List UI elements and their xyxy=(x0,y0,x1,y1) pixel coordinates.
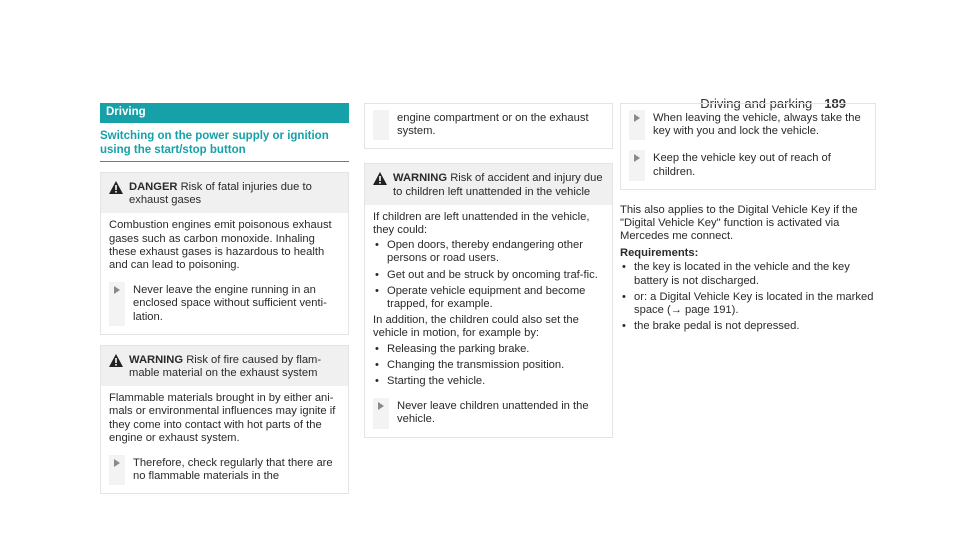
requirements-list xyxy=(620,261,876,333)
warning-box-header xyxy=(365,164,612,204)
tip xyxy=(109,455,340,485)
bullet-list xyxy=(373,239,604,311)
list-item: • or: a Digital Vehicle Key is located in the marked space (→ page 191). xyxy=(634,291,876,317)
tip xyxy=(373,110,604,140)
column-right xyxy=(620,103,876,336)
warning-heading: Risk of fire caused by flam-mable material on the exhaust system xyxy=(129,353,322,380)
tips-box xyxy=(620,103,876,190)
warning-triangle-icon xyxy=(109,354,123,367)
tip-text: Never leave the engine running in an enclosed space without sufficient venti-lation. xyxy=(133,284,327,323)
continued-box xyxy=(364,103,613,149)
tips-box-body xyxy=(621,104,875,189)
requirements-label: Requirements: xyxy=(620,247,699,260)
danger-text: Combustion engines emit poisonous exhaust gases such as carbon monoxide. Inhaling these exhaust gases is hazardous to health and can lead to poisoning. xyxy=(109,219,332,272)
tip-text: Therefore, check regularly that there are no flammable materials in the xyxy=(133,457,333,483)
danger-keyword: DANGER xyxy=(129,181,178,193)
danger-heading: Risk of fatal injuries due to exhaust gases xyxy=(129,181,312,207)
warning-box-header xyxy=(101,346,348,386)
list-item: • the key is located in the vehicle and the key battery is not discharged. xyxy=(634,261,876,287)
warning-box-body xyxy=(365,205,612,437)
tip-marker xyxy=(109,282,125,326)
warning-triangle-icon xyxy=(109,181,123,194)
list-item: • the brake pedal is not depressed. xyxy=(634,320,876,333)
danger-box xyxy=(100,172,349,335)
list-item: • Releasing the parking brake. xyxy=(387,343,604,356)
warning-intro-2: In addition, the children could also set the vehicle in motion, for example by: xyxy=(373,314,579,340)
arrow-right-icon xyxy=(634,154,640,162)
tip-marker xyxy=(373,398,389,428)
warning-triangle-icon xyxy=(373,172,387,185)
warning-text: Flammable materials brought in by either ani-mals or environmental influences may ignite if they come into contact with hot parts of the engine or exhaust system. xyxy=(109,392,336,444)
warning-keyword: WARNING xyxy=(393,172,448,185)
subsection-title: Switching on the power supply or ignition using the start/stop button xyxy=(100,129,349,162)
warning-box xyxy=(100,345,349,495)
warning-heading: Risk of accident and injury due to children left unattended in the vehicle xyxy=(393,172,603,198)
tip-marker xyxy=(373,110,389,140)
danger-box-header xyxy=(101,173,348,213)
body-text: This also applies to the Digital Vehicle Key if the "Digital Vehicle Key" function is activated via Mercedes me connect. xyxy=(620,203,858,243)
tip xyxy=(629,150,867,180)
tip-text: When leaving the vehicle, always take the key with you and lock the vehicle. xyxy=(653,112,861,138)
list-item: • Starting the vehicle. xyxy=(387,375,604,388)
continued-box-body xyxy=(365,104,612,148)
warning-box xyxy=(364,163,613,437)
list-item: • Get out and be struck by oncoming traf-fic. xyxy=(387,269,604,282)
tip xyxy=(629,110,867,140)
arrow-right-icon xyxy=(114,459,120,467)
tip-text: Keep the vehicle key out of reach of children. xyxy=(653,152,831,178)
warning-box-body xyxy=(101,386,348,493)
arrow-right-icon xyxy=(378,402,384,410)
arrow-right-icon xyxy=(114,286,120,294)
danger-box-body xyxy=(101,213,348,333)
warning-keyword: WARNING xyxy=(129,353,184,366)
section-title: Driving xyxy=(100,103,349,123)
page-number: 189 xyxy=(824,96,846,111)
tip-marker xyxy=(629,150,645,180)
tip-text: Never leave children unattended in the vehicle. xyxy=(397,400,589,426)
arrow-right-icon xyxy=(634,114,640,122)
tip xyxy=(109,282,340,326)
tip xyxy=(373,398,604,428)
header-section-title: Driving and parking xyxy=(700,96,813,111)
list-item: • Operate vehicle equipment and become trapped, for example. xyxy=(387,285,604,311)
column-left xyxy=(100,103,349,494)
warning-intro: If children are left unattended in the vehicle, they could: xyxy=(373,210,590,237)
tip-marker xyxy=(109,455,125,485)
column-middle xyxy=(364,103,613,438)
tip-text: engine compartment or on the exhaust system. xyxy=(397,112,589,138)
tip-marker xyxy=(629,110,645,140)
list-item: • Changing the transmission position. xyxy=(387,359,604,372)
list-item: • Open doors, thereby endangering other persons or road users. xyxy=(387,239,604,265)
bullet-list xyxy=(373,343,604,389)
